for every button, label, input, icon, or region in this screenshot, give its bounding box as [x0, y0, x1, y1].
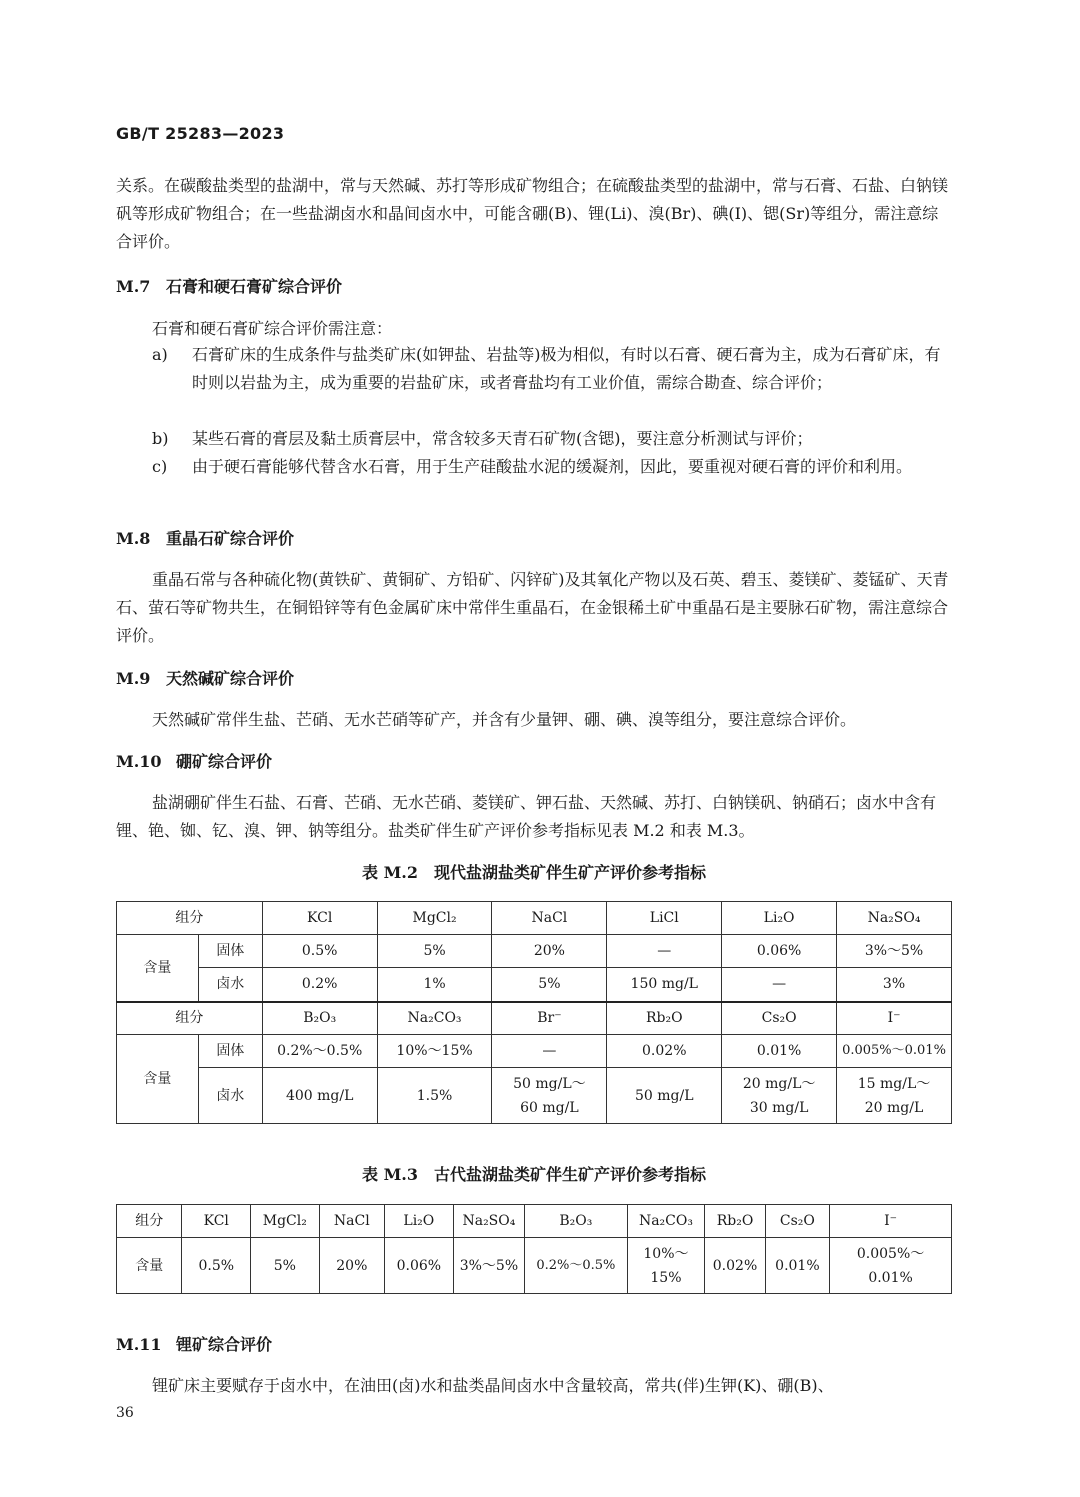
- m8-body: 重晶石常与各种硫化物(黄铁矿、黄铜矿、方铅矿、闪锌矿)及其氧化产物以及石英、碧玉、菱镁矿、菱锰矿、天青石、萤石等矿物共生，在铜铅锌等有色金属矿床中常伴生重晶石，在金银稀土矿中重晶石是主要脉石矿物，需注意综合评价。: [116, 570, 949, 645]
- value-line: 10%～: [643, 1245, 689, 1262]
- value-cell: 0.005%～0.01%: [837, 1035, 952, 1068]
- table-row: [117, 1002, 952, 1035]
- component-cell: B₂O₃: [262, 1002, 377, 1035]
- value-line: 0.5%: [198, 1257, 235, 1274]
- section-heading-m7: [116, 274, 342, 297]
- value-cell: 10%～15%: [377, 1035, 492, 1068]
- page-number: 36: [116, 1405, 134, 1421]
- section-title: 天然碱矿综合评价: [166, 669, 295, 688]
- m10-body: 盐湖硼矿伴生石盐、石膏、芒硝、无水芒硝、菱镁矿、钾石盐、天然碱、苏打、白钠镁矾、钠硝石；卤水中含有锂、铯、铷、钇、溴、钾、钠等组分。盐类矿伴生矿产评价参考指标见表 M.2 和表 M.3。: [116, 793, 937, 840]
- value-cell: 0.02%: [607, 1035, 722, 1068]
- header-cell: 含量: [117, 1035, 199, 1124]
- value-cell: [525, 1238, 627, 1294]
- value-cell: —: [607, 935, 722, 968]
- value-cell: —: [492, 1035, 607, 1068]
- value-line: 400 mg/L: [285, 1087, 354, 1104]
- value-cell: [182, 1238, 251, 1294]
- component-cell: Br⁻: [492, 1002, 607, 1035]
- section-title: 石膏和硬石膏矿综合评价: [166, 277, 343, 296]
- section-number: M.11: [116, 1335, 162, 1354]
- value-cell: [319, 1238, 384, 1294]
- component-cell: Na₂SO₄: [837, 902, 952, 935]
- section-heading-m8: [116, 526, 294, 549]
- value-cell: 5%: [377, 935, 492, 968]
- value-cell: [837, 1068, 952, 1124]
- table-row: [117, 1035, 952, 1068]
- section-heading-m10: [116, 749, 272, 772]
- value-line: 0.02%: [712, 1257, 758, 1274]
- component-cell: B₂O₃: [525, 1205, 627, 1238]
- section-heading-m9: [116, 666, 294, 689]
- component-cell: KCl: [182, 1205, 251, 1238]
- value-line: 50 mg/L～: [513, 1075, 586, 1092]
- value-line: 3%～5%: [459, 1257, 519, 1274]
- list-marker: c): [152, 457, 168, 476]
- component-cell: NaCl: [492, 902, 607, 935]
- value-line: 50 mg/L: [635, 1087, 694, 1104]
- header-cell: 含量: [117, 1238, 182, 1294]
- m11-body: 锂矿床主要赋存于卤水中，在油田(卤)水和盐类晶间卤水中含量较高，常共(伴)生钾(K)、硼(B)、: [152, 1376, 834, 1395]
- list-text: 石膏矿床的生成条件与盐类矿床(如钾盐、岩盐等)极为相似，有时以石膏、硬石膏为主，成为石膏矿床，有时则以岩盐为主，成为重要的岩盐矿床，或者膏盐均有工业价值，需综合勘查、综合评价；: [192, 345, 941, 392]
- section-title: 硼矿综合评价: [176, 752, 273, 771]
- value-cell: 1%: [377, 968, 492, 1002]
- subheader-cell: 固体: [198, 1035, 262, 1068]
- header-cell: 组分: [117, 1205, 182, 1238]
- value-line: 20%: [336, 1257, 368, 1274]
- list-item: [152, 341, 952, 397]
- section-number: M.9: [116, 669, 151, 688]
- table-m3: [116, 1204, 952, 1294]
- standard-number: GB/T 25283—2023: [116, 124, 285, 143]
- value-line: 20 mg/L: [864, 1099, 924, 1116]
- subheader-cell: 卤水: [198, 1068, 262, 1124]
- header-cell: 组分: [117, 902, 263, 935]
- subheader-cell: 固体: [198, 935, 262, 968]
- value-cell: [453, 1238, 525, 1294]
- list-text: 由于硬石膏能够代替含水石膏，用于生产硅酸盐水泥的缓凝剂，因此，要重视对硬石膏的评价和利用。: [192, 457, 913, 476]
- component-cell: Na₂CO₃: [627, 1205, 705, 1238]
- value-cell: 150 mg/L: [607, 968, 722, 1002]
- value-cell: [607, 1068, 722, 1124]
- value-cell: [251, 1238, 320, 1294]
- section-title: 重晶石矿综合评价: [166, 529, 295, 548]
- component-cell: MgCl₂: [377, 902, 492, 935]
- table-m2-caption: 表 M.2 现代盐湖盐类矿伴生矿产评价参考指标: [362, 863, 706, 882]
- value-cell: [830, 1238, 952, 1294]
- component-cell: Rb₂O: [705, 1205, 765, 1238]
- value-cell: [722, 1068, 837, 1124]
- component-cell: MgCl₂: [251, 1205, 320, 1238]
- value-cell: 0.5%: [262, 935, 377, 968]
- list-marker: a): [152, 345, 168, 364]
- m7-lead: 石膏和硬石膏矿综合评价需注意：: [152, 319, 393, 338]
- subheader-cell: 卤水: [198, 968, 262, 1002]
- value-line: 15%: [650, 1269, 682, 1286]
- value-line: 0.01%: [775, 1257, 820, 1274]
- component-cell: I⁻: [837, 1002, 952, 1035]
- value-cell: [377, 1068, 492, 1124]
- value-line: 20 mg/L～: [742, 1075, 816, 1092]
- component-cell: Li₂O: [722, 902, 837, 935]
- value-cell: [765, 1238, 829, 1294]
- header-cell: 含量: [117, 935, 199, 1002]
- value-cell: [385, 1238, 454, 1294]
- table-m2: [116, 901, 952, 1124]
- value-cell: 0.06%: [722, 935, 837, 968]
- component-cell: Rb₂O: [607, 1002, 722, 1035]
- component-cell: Na₂SO₄: [453, 1205, 525, 1238]
- component-cell: I⁻: [830, 1205, 952, 1238]
- m9-body: 天然碱矿常伴生盐、芒硝、无水芒硝等矿产，并含有少量钾、硼、碘、溴等组分，要注意综合评价。: [152, 710, 857, 729]
- value-cell: 3%～5%: [837, 935, 952, 968]
- value-cell: 0.2%: [262, 968, 377, 1002]
- component-cell: Li₂O: [385, 1205, 454, 1238]
- value-line: 0.01%: [868, 1269, 913, 1286]
- section-heading-m11: [116, 1332, 272, 1355]
- list-marker: b): [152, 429, 169, 448]
- value-line: 1.5%: [416, 1087, 453, 1104]
- value-line: 5%: [273, 1257, 296, 1274]
- table-row: [117, 968, 952, 1002]
- section-number: M.8: [116, 529, 151, 548]
- header-cell: 组分: [117, 1002, 263, 1035]
- component-cell: Cs₂O: [722, 1002, 837, 1035]
- value-cell: 5%: [492, 968, 607, 1002]
- value-line: 15 mg/L～: [857, 1075, 931, 1092]
- value-line: 0.06%: [396, 1257, 442, 1274]
- component-cell: Cs₂O: [765, 1205, 829, 1238]
- value-line: 0.005%～: [856, 1245, 925, 1262]
- value-line: 0.2%～0.5%: [536, 1257, 616, 1273]
- table-m3-caption: 表 M.3 古代盐湖盐类矿伴生矿产评价参考指标: [362, 1165, 706, 1184]
- value-cell: 0.01%: [722, 1035, 837, 1068]
- value-line: 30 mg/L: [749, 1099, 809, 1116]
- value-cell: [705, 1238, 765, 1294]
- value-cell: [492, 1068, 607, 1124]
- component-cell: KCl: [262, 902, 377, 935]
- component-cell: LiCl: [607, 902, 722, 935]
- section-number: M.7: [116, 277, 151, 296]
- table-row: [117, 1238, 952, 1294]
- value-cell: [262, 1068, 377, 1124]
- value-cell: —: [722, 968, 837, 1002]
- list-item: [152, 425, 952, 453]
- table-row: [117, 1068, 952, 1124]
- table-row: [117, 902, 952, 935]
- component-cell: NaCl: [319, 1205, 384, 1238]
- table-row: [117, 1205, 952, 1238]
- list-text: 某些石膏的膏层及黏土质膏层中，常含较多天青石矿物(含锶)，要注意分析测试与评价；: [192, 429, 813, 448]
- component-cell: Na₂CO₃: [377, 1002, 492, 1035]
- intro-paragraph: 关系。在碳酸盐类型的盐湖中，常与天然碱、苏打等形成矿物组合；在硫酸盐类型的盐湖中，常与石膏、石盐、白钠镁矾等形成矿物组合；在一些盐湖卤水和晶间卤水中，可能含硼(B)、锂(Li)、溴(Br)、碘(I)、锶(Sr)等组分，需注意综合评价。: [116, 176, 949, 251]
- section-title: 锂矿综合评价: [176, 1335, 273, 1354]
- value-line: 60 mg/L: [520, 1099, 579, 1116]
- value-cell: [627, 1238, 705, 1294]
- list-item: [152, 453, 952, 481]
- value-cell: 3%: [837, 968, 952, 1002]
- section-number: M.10: [116, 752, 162, 771]
- value-cell: 20%: [492, 935, 607, 968]
- value-cell: 0.2%～0.5%: [262, 1035, 377, 1068]
- table-row: [117, 935, 952, 968]
